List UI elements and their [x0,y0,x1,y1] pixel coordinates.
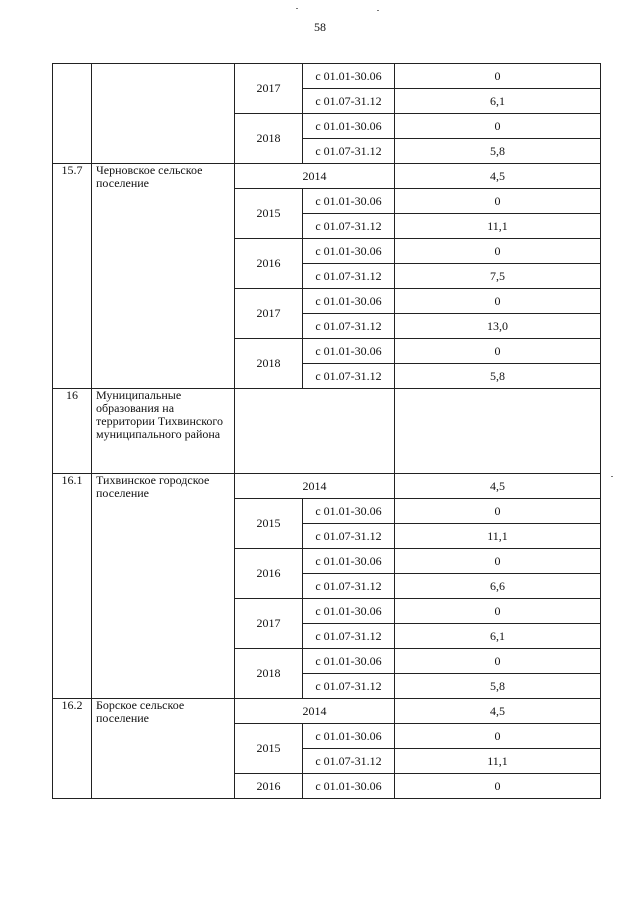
table-row [53,474,601,499]
year-cell: 2015 [235,189,303,239]
value-cell: 0 [395,599,601,624]
value-cell: 0 [395,189,601,214]
value-cell: 0 [395,549,601,574]
section-name [92,64,235,164]
period-cell: с 01.01-30.06 [303,189,395,214]
period-cell: с 01.07-31.12 [303,624,395,649]
period-cell: с 01.01-30.06 [303,339,395,364]
value-cell: 0 [395,339,601,364]
period-cell: с 01.07-31.12 [303,264,395,289]
period-cell: с 01.07-31.12 [303,214,395,239]
period-cell: с 01.01-30.06 [303,774,395,799]
value-cell: 0 [395,239,601,264]
period-cell: с 01.01-30.06 [303,289,395,314]
period-cell: с 01.07-31.12 [303,674,395,699]
value-cell: 0 [395,774,601,799]
scan-speck [377,10,379,11]
value-cell: 4,5 [395,474,601,499]
value-cell: 11,1 [395,214,601,239]
value-cell: 11,1 [395,524,601,549]
value-cell: 6,6 [395,574,601,599]
value-cell: 0 [395,499,601,524]
period-cell: с 01.01-30.06 [303,114,395,139]
section-number [53,64,92,164]
year-cell: 2017 [235,64,303,114]
value-cell: 5,8 [395,674,601,699]
section-name: Борское сельское поселение [92,699,235,799]
scan-speck [296,8,298,9]
section-number: 16 [53,389,92,474]
section-name: Муниципальные образования на территории Тихвинского муниципального района [92,389,235,474]
period-cell: с 01.01-30.06 [303,724,395,749]
year-cell: 2017 [235,599,303,649]
period-cell: с 01.07-31.12 [303,364,395,389]
period-cell: с 01.07-31.12 [303,574,395,599]
value-cell: 11,1 [395,749,601,774]
value-cell: 7,5 [395,264,601,289]
year-cell: 2014 [235,474,395,499]
value-cell: 4,5 [395,164,601,189]
value-cell: 0 [395,114,601,139]
value-cell: 0 [395,289,601,314]
period-cell: с 01.07-31.12 [303,139,395,164]
year-cell: 2018 [235,649,303,699]
table-row [53,64,601,89]
value-cell: 4,5 [395,699,601,724]
value-cell: 0 [395,649,601,674]
table-body [53,64,601,799]
period-cell: с 01.01-30.06 [303,239,395,264]
section-name: Черновское сельское поселение [92,164,235,389]
table-row [53,389,601,474]
year-cell: 2016 [235,549,303,599]
tariff-table [52,63,601,799]
empty-cell [395,389,601,474]
scan-speck [611,476,613,477]
year-cell: 2016 [235,239,303,289]
value-cell: 6,1 [395,89,601,114]
year-cell: 2018 [235,339,303,389]
period-cell: с 01.01-30.06 [303,499,395,524]
year-cell: 2015 [235,499,303,549]
period-cell: с 01.07-31.12 [303,749,395,774]
page-number: 58 [314,20,326,34]
section-number: 16.2 [53,699,92,799]
value-cell: 6,1 [395,624,601,649]
empty-cell [235,389,395,474]
value-cell: 0 [395,724,601,749]
year-cell: 2016 [235,774,303,799]
period-cell: с 01.01-30.06 [303,649,395,674]
section-name: Тихвинское городское поселение [92,474,235,699]
year-cell: 2014 [235,699,395,724]
year-cell: 2014 [235,164,395,189]
section-number: 16.1 [53,474,92,699]
year-cell: 2015 [235,724,303,774]
period-cell: с 01.01-30.06 [303,64,395,89]
period-cell: с 01.07-31.12 [303,314,395,339]
value-cell: 5,8 [395,364,601,389]
period-cell: с 01.01-30.06 [303,549,395,574]
period-cell: с 01.01-30.06 [303,599,395,624]
value-cell: 5,8 [395,139,601,164]
year-cell: 2017 [235,289,303,339]
period-cell: с 01.07-31.12 [303,524,395,549]
table-row [53,699,601,724]
year-cell: 2018 [235,114,303,164]
value-cell: 0 [395,64,601,89]
section-number: 15.7 [53,164,92,389]
value-cell: 13,0 [395,314,601,339]
table-row [53,164,601,189]
period-cell: с 01.07-31.12 [303,89,395,114]
